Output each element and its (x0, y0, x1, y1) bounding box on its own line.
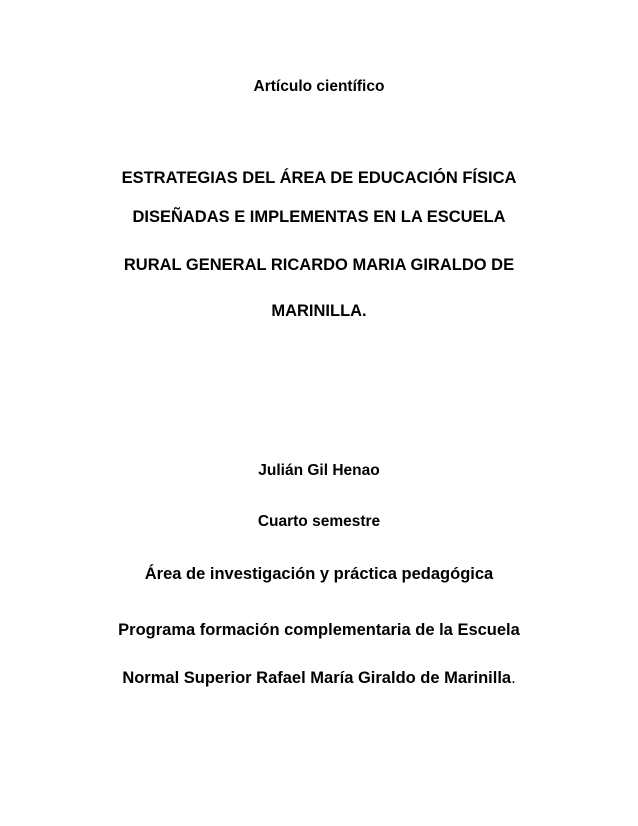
program-line-2-text: Normal Superior Rafael María Giraldo de Marinilla (122, 669, 512, 687)
author-name: Julián Gil Henao (258, 462, 380, 479)
title-line-2: DISEÑADAS E IMPLEMENTAS EN LA ESCUELA (132, 208, 506, 226)
program-line-1: Programa formación complementaria de la Escuela (118, 621, 520, 639)
program-line-2-period: . (511, 669, 516, 687)
title-line-3: RURAL GENERAL RICARDO MARIA GIRALDO DE (123, 256, 515, 274)
program-line-2 (0, 669, 638, 688)
semester: Cuarto semestre (257, 513, 381, 530)
title-line-1: ESTRATEGIAS DEL ÁREA DE EDUCACIÓN FÍSICA (121, 169, 517, 187)
title-line-4: MARINILLA. (271, 302, 367, 320)
document-type-label: Artículo científico (253, 78, 385, 95)
research-area: Área de investigación y práctica pedagógica (144, 565, 494, 583)
